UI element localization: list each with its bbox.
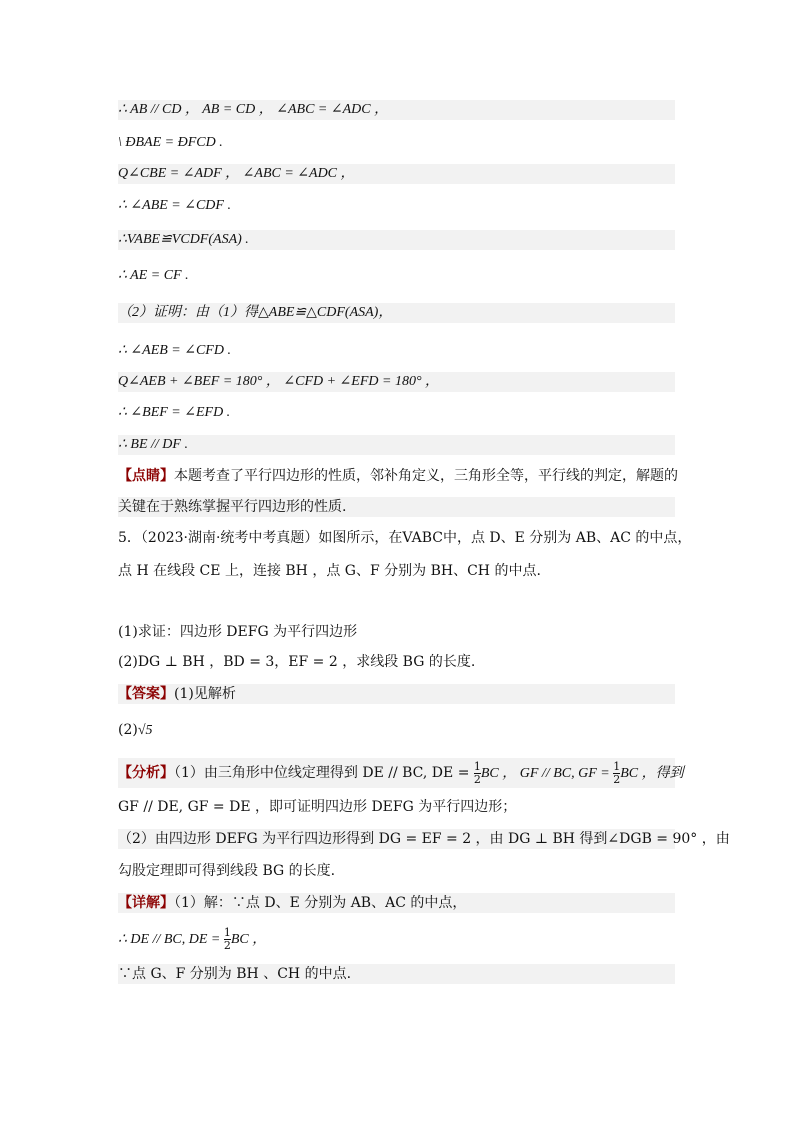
answer-1: (1)见解析 — [174, 686, 236, 702]
problem-line-1: 5．（2023·湖南·统考中考真题）如图所示，在VABC中，点 D、E 分别为 AB、AC 的中点， — [118, 530, 692, 546]
detail-line-2 — [118, 924, 675, 954]
fraction-2-num: 1 — [613, 759, 621, 773]
analysis-line-3: （2）由四边形 DEFG 为平行四边形得到 DG = EF = 2 ，由 DG ⊥ BH 得到∠DGB = 90° ，由 — [118, 831, 730, 847]
proof-line-2: \ ÐBAE = ÐFCD . — [118, 135, 223, 150]
detail-2b: BC ， — [230, 932, 267, 947]
answer-tag: 【答案】 — [118, 686, 174, 702]
comment-line-2: 关键在于熟练掌握平行四边形的性质. — [118, 497, 675, 517]
detail-line-3: ∵点 G、F 分别为 BH 、CH 的中点. — [118, 964, 675, 984]
proof-line-1: ∴ AB // CD ， AB = CD ， ∠ABC = ∠ADC ， — [118, 100, 675, 120]
detail-2a: ∴ DE // BC, DE = — [118, 932, 224, 947]
answer-line-2 — [118, 720, 675, 741]
comment-line-1 — [118, 466, 678, 486]
fraction-1 — [474, 761, 481, 786]
answer-2-value: √5 — [137, 723, 153, 738]
proof-line-3: Q∠CBE = ∠ADF ， ∠ABC = ∠ADC ， — [118, 164, 675, 184]
comment-tag: 【点睛】 — [118, 468, 174, 484]
analysis-1a: （1）由三角形中位线定理得到 DE // BC, DE = — [174, 765, 474, 781]
fraction-1-den: 2 — [473, 772, 481, 786]
proof-line-4: ∴ ∠ABE = ∠CDF . — [118, 198, 231, 213]
analysis-1b: BC ， GF // BC, GF = — [480, 766, 614, 781]
fraction-3-num: 1 — [223, 925, 231, 939]
fraction-3 — [224, 927, 231, 952]
analysis-line-4: 勾股定理即可得到线段 BG 的长度. — [118, 863, 336, 879]
analysis-1c: BC ，得到 — [620, 766, 684, 781]
proof-line-11: ∴ BE // DF . — [118, 435, 675, 455]
detail-tag: 【详解】 — [118, 895, 174, 911]
proof-line-7: （2）证明：由（1）得△ABE≌△CDF(ASA)， — [118, 303, 675, 323]
analysis-line-1 — [118, 758, 684, 788]
problem-line-2: 点 H 在线段 CE 上，连接 BH ，点 G、F 分别为 BH、CH 的中点. — [118, 563, 541, 579]
proof-line-9: Q∠AEB + ∠BEF = 180° ， ∠CFD + ∠EFD = 180° ， — [118, 372, 675, 392]
analysis-tag: 【分析】 — [118, 765, 174, 781]
proof-line-6: ∴ AE = CF . — [118, 268, 189, 283]
proof-line-8: ∴ ∠AEB = ∠CFD . — [118, 343, 231, 358]
analysis-line-2: GF // DE, GF = DE ，即可证明四边形 DEFG 为平行四边形； — [118, 799, 517, 815]
fraction-1-num: 1 — [473, 759, 481, 773]
proof-line-10: ∴ ∠BEF = ∠EFD . — [118, 405, 231, 420]
comment-text-1: 本题考查了平行四边形的性质，邻补角定义，三角形全等，平行线的判定，解题的 — [174, 468, 678, 484]
answer-2-prefix: (2) — [118, 722, 138, 738]
proof-line-5: ∴VABE≌VCDF(ASA) . — [118, 230, 675, 250]
detail-1: （1）解：∵点 D、E 分别为 AB、AC 的中点， — [174, 895, 467, 911]
answer-line-1 — [118, 684, 675, 704]
fraction-2-den: 2 — [613, 772, 621, 786]
question-2: (2)DG ⊥ BH ，BD = 3，EF = 2 ，求线段 BG 的长度. — [118, 654, 476, 670]
detail-line-1 — [118, 893, 675, 913]
fraction-3-den: 2 — [223, 938, 231, 952]
question-1: (1)求证：四边形 DEFG 为平行四边形 — [118, 624, 358, 640]
